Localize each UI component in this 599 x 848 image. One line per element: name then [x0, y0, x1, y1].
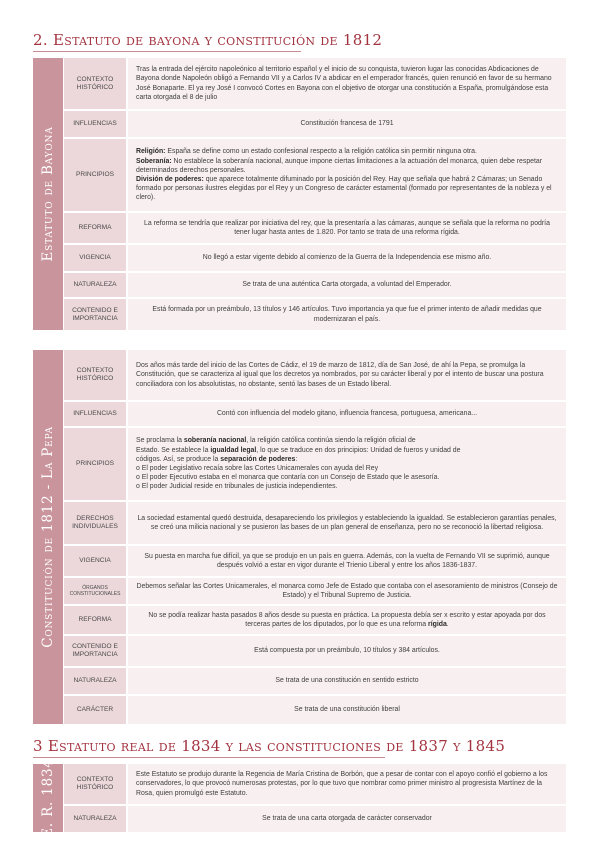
row-label: CONTEXTO HISTÓRICO: [64, 58, 126, 109]
bayona-row-principios: [64, 139, 566, 211]
er-row-naturaleza: [64, 806, 566, 832]
bayona-row-contexto: [64, 58, 566, 109]
pepa-row-vigencia: [64, 546, 566, 576]
row-content: Constitución francesa de 1791: [128, 111, 566, 137]
bayona-row-reforma: [64, 213, 566, 243]
row-content: Religión: España se define como un estado confesional respecto a la religión católica sin permitir ninguna otra. Soberanía: No establece la soberanía nacional, aunque impone ciertas limitaciones a la actuación del monarca, quien debe respetar determinados derechos personales. División de poderes: que aparece totalmente difuminado por la posición del Rey. Hay que señala que habrá 2 Cámaras; un Senado formado por personas ilustres elegidas por el Rey y un Congreso de carácter estamental (formado por representantes de la nobleza y el clero).: [128, 139, 566, 211]
pepa-row-contexto: [64, 350, 566, 400]
row-label: NATURALEZA: [64, 806, 126, 832]
bayona-row-naturaleza: [64, 273, 566, 297]
bayona-row-vigencia: [64, 245, 566, 271]
row-label: CARÁCTER: [64, 696, 126, 724]
row-label: ÓRGANOS CONSTITUCIONALES: [64, 578, 126, 604]
row-content: La sociedad estamental quedó destruida, desapareciendo los privilegios y estableciendo la igualdad. Se establecieron garantías penales, se creó una milicia nacional y se pusieron las bases de un plan general de enseñanza, pero no se reconoció la libertad religiosa.: [128, 502, 566, 544]
row-content: No se podía realizar hasta pasados 8 años desde su puesta en práctica. La propuesta debía ser x escrito y estar apoyada por dos terceras partes de los diputados, por lo que es una reforma rígida.: [128, 606, 566, 634]
row-content: Está compuesta por un preámbulo, 10 títulos y 384 artículos.: [128, 636, 566, 666]
bayona-row-influencias: [64, 111, 566, 137]
pepa-row-caracter: [64, 696, 566, 724]
row-label: INFLUENCIAS: [64, 111, 126, 137]
row-label: NATURALEZA: [64, 668, 126, 694]
bayona-block: [33, 58, 566, 330]
row-content: Debemos señalar las Cortes Unicamerales, el monarca como Jefe de Estado que contaba con el asesoramiento de ministros (Consejo de Estado) y el Tribunal Supremo de Justicia.: [128, 578, 566, 604]
row-label: VIGENCIA: [64, 546, 126, 576]
row-content: Contó con influencia del modelo gitano, influencia francesa, portuguesa, americana...: [128, 402, 566, 426]
pepa-row-naturaleza: [64, 668, 566, 694]
pepa-block: [33, 350, 566, 724]
row-content: La reforma se tendría que realizar por iniciativa del rey, que la presentaría a las cámaras, aunque se señala que la reforma no podría tener lugar hasta antes de 1.820. Por tanto se trata de una reforma rígida.: [128, 213, 566, 243]
section-2-title: 2. Estatuto de bayona y constitución de 1812: [33, 31, 383, 49]
er-row-contexto: [64, 764, 566, 804]
row-label: REFORMA: [64, 606, 126, 634]
row-label: REFORMA: [64, 213, 126, 243]
row-label: VIGENCIA: [64, 245, 126, 271]
row-content: Tras la entrada del ejército napoleónico al territorio español y el inicio de su conquista, tuvieron lugar las conocidas Abdicaciones de Bayona donde Napoleón obligó a Fernando VII y a Carlos IV a abdicar en el emperador francés, quien renunció en favor de su hermano José Bonaparte. El ya rey José I convocó Cortes en Bayona con el objetivo de otorgar una constitución a España, promulgándose esta carta otorgada el 8 de julio: [128, 58, 566, 109]
row-content: Su puesta en marcha fue difícil, ya que se produjo en un país en guerra. Además, con la vuelta de Fernando VII se suprimió, aunque después volvió a estar en vigor durante el Trienio Liberal y entre los años 1836-1837.: [128, 546, 566, 576]
row-label: INFLUENCIAS: [64, 402, 126, 426]
pepa-row-contenido: [64, 636, 566, 666]
bayona-row-contenido: [64, 299, 566, 330]
row-content: Se trata de una auténtica Carta otorgada, a voluntad del Emperador.: [128, 273, 566, 297]
row-content: Este Estatuto se produjo durante la Regencia de María Cristina de Borbón, que a pesar de contar con el apoyo confió el gobierno a los conservadores, lo que provocó numerosas protestas, por lo que tuvo que nombrar como primer ministro al progresista Martínez de la Rosa, quien promulgó este Estatuto.: [128, 764, 566, 804]
section-3-title: 3 Estatuto real de 1834 y las constituciones de 1837 y 1845: [33, 737, 506, 755]
row-content: Se trata de una constitución liberal: [128, 696, 566, 724]
pepa-row-organos: [64, 578, 566, 604]
row-label: CONTENIDO E IMPORTANCIA: [64, 636, 126, 666]
row-content: Se trata de una constitución en sentido estricto: [128, 668, 566, 694]
row-label: PRINCIPIOS: [64, 428, 126, 500]
row-content: Se trata de una carta otorgada de carácter conservador: [128, 806, 566, 832]
row-label: NATURALEZA: [64, 273, 126, 297]
row-label: DERECHOS INDIVIDUALES: [64, 502, 126, 544]
section-3-underline: [33, 757, 385, 758]
row-label: CONTENIDO E IMPORTANCIA: [64, 299, 126, 330]
row-label: PRINCIPIOS: [64, 139, 126, 211]
er-block: [33, 758, 566, 838]
pepa-row-derechos: [64, 502, 566, 544]
row-content: Está formada por un preámbulo, 13 títulos y 146 artículos. Tuvo importancia ya que fue el primer intento de añadir medidas que modernizaran el país.: [128, 299, 566, 330]
row-content: Dos años más tarde del inicio de las Cortes de Cádiz, el 19 de marzo de 1812, día de San José, de ahí la Pepa, se promulga la Constitución, que se caracteriza al igual que los decretos ya nombrados, por su carácter liberal y por el intento de buscar una postura conciliadora con los absolutistas, no obstante, sentó las bases de un Estado liberal.: [128, 350, 566, 400]
row-label: CONTEXTO HISTÓRICO: [64, 350, 126, 400]
pepa-row-reforma: [64, 606, 566, 634]
pepa-side-label: Constitución de 1812 - La Pepa: [33, 350, 63, 724]
pepa-row-influencias: [64, 402, 566, 426]
row-content: No llegó a estar vigente debido al comienzo de la Guerra de la Independencia ese mismo año.: [128, 245, 566, 271]
pepa-row-principios: [64, 428, 566, 500]
row-content: Se proclama la soberanía nacional, la religión católica continúa siendo la religión oficial de Estado. Se establece la igualdad legal, lo que se traduce en dos principios: Unidad de fueros y unidad de códigos. Así, se produce la separación de poderes: o El poder Legislativo recaía sobre las Cortes Unicamerales con ayuda del Rey o El poder Ejecutivo estaba en el monarca que contaría con un Consejo de Estado que le asesoría. o El poder Judicial reside en tribunales de justicia independientes.: [128, 428, 566, 500]
section-2-underline: [33, 51, 301, 52]
row-label: CONTEXTO HISTÓRICO: [64, 764, 126, 804]
er-side-label: E. R. 1834: [33, 764, 63, 832]
bayona-side-label: Estatuto de Bayona: [33, 58, 63, 330]
